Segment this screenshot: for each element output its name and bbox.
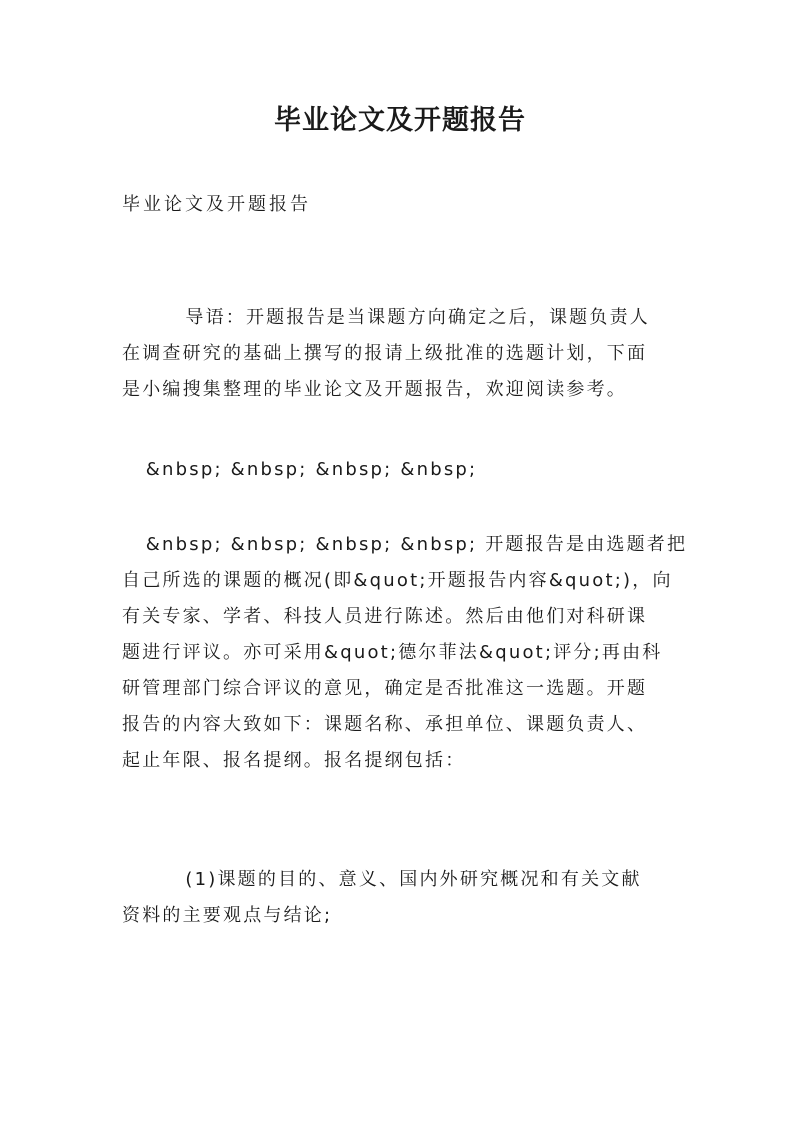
paragraph-line: &nbsp; &nbsp; &nbsp; &nbsp; 开题报告是由选题者把 [122,534,688,555]
list-item-paragraph [122,862,694,934]
paragraph-line: &nbsp; &nbsp; &nbsp; &nbsp; [122,459,478,480]
paragraph-line: 导语：开题报告是当课题方向确定之后，课题负责人 [122,307,650,328]
paragraph-line: (1)课题的目的、意义、国内外研究概况和有关文献 [122,869,642,890]
paragraph-line: 有关专家、学者、科技人员进行陈述。然后由他们对科研课 [122,606,648,627]
document-title: 毕业论文及开题报告 [274,105,526,136]
entity-paragraph [122,452,694,488]
paragraph-line: 题进行评议。亦可采用&quot;德尔菲法&quot;评分;再由科 [122,642,663,663]
paragraph-line: 资料的主要观点与结论; [122,905,333,926]
paragraph-line: 在调查研究的基础上撰写的报请上级批准的选题计划，下面 [122,343,648,364]
paragraph-line: 研管理部门综合评议的意见，确定是否批准这一选题。开题 [122,678,648,699]
paragraph-line: 自己所选的课题的概况(即&quot;开题报告内容&quot;)，向 [122,570,673,591]
paragraph-line: 报告的内容大致如下：课题名称、承担单位、课题负责人、 [122,714,648,735]
paragraph-line: 起止年限、报名提纲。报名提纲包括： [122,750,466,771]
paragraph-line: 是小编搜集整理的毕业论文及开题报告，欢迎阅读参考。 [122,379,627,400]
document-subtitle: 毕业论文及开题报告 [122,194,311,215]
definition-paragraph [122,527,694,779]
intro-paragraph [122,300,694,408]
